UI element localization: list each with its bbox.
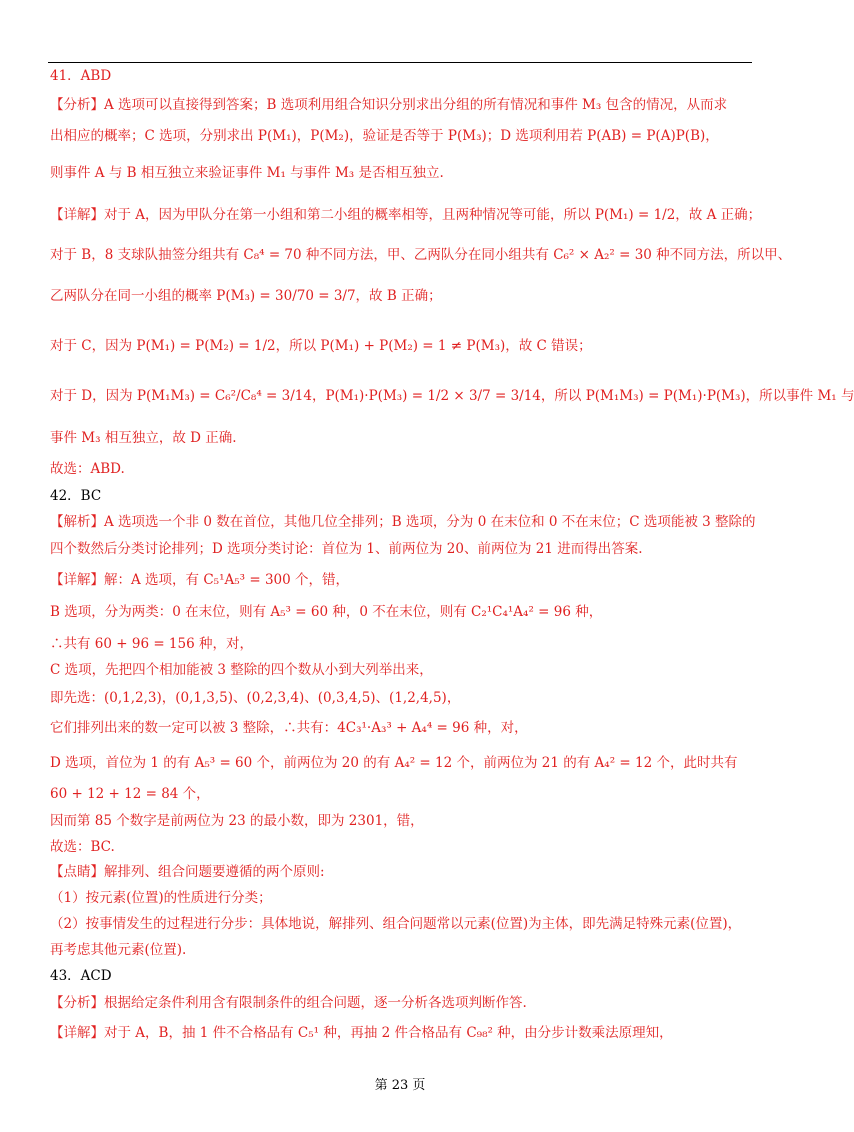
q41-answer: 41．ABD <box>50 68 112 84</box>
q42-analysis-line-1: 【解析】A 选项选一个非 0 数在首位，其他几位全排列；B 选项，分为 0 在末位和 0 不在末位；C 选项能被 3 整除的 <box>50 514 756 530</box>
q41-conclusion: 故选：ABD. <box>50 461 125 477</box>
q42-detail-line-8: 60 + 12 + 12 = 84 个， <box>50 786 210 802</box>
q42-detail-line-2: B 选项，分为两类：0 在末位，则有 A₅³ = 60 种，0 不在末位，则有 C₂¹C₄¹A₄² = 96 种， <box>50 604 603 620</box>
q42-detail-line-9: 因而第 85 个数字是前两位为 23 的最小数，即为 2301，错， <box>50 813 424 829</box>
q41-detail-line-2: 对于 B，8 支球队抽签分组共有 C₈⁴ = 70 种不同方法，甲、乙两队分在同小组共有 C₆² × A₂² = 30 种不同方法，所以甲、 <box>50 247 792 263</box>
q42-note-rule-2-cont: 再考虑其他元素(位置). <box>50 942 187 958</box>
q41-detail-line-1: 【详解】对于 A，因为甲队分在第一小组和第二小组的概率相等，且两种情况等可能，所以 P(M₁) = 1/2，故 A 正确； <box>50 207 762 223</box>
q42-conclusion: 故选：BC. <box>50 839 115 855</box>
q41-analysis-line-1: 【分析】A 选项可以直接得到答案；B 选项利用组合知识分别求出分组的所有情况和事件 M₃ 包含的情况，从而求 <box>50 97 728 113</box>
q41-analysis-line-2: 出相应的概率；C 选项，分别求出 P(M₁)，P(M₂)，验证是否等于 P(M₃)；D 选项利用若 P(AB) = P(A)P(B)， <box>50 128 719 144</box>
q41-detail-line-6: 事件 M₃ 相互独立，故 D 正确. <box>50 430 237 446</box>
q41-detail-line-3: 乙两队分在同一小组的概率 P(M₃) = 30/70 = 3/7，故 B 正确； <box>50 288 442 304</box>
q41-detail-line-4: 对于 C，因为 P(M₁) = P(M₂) = 1/2，所以 P(M₁) + P(M₂) = 1 ≠ P(M₃)，故 C 错误； <box>50 338 592 354</box>
header-rule <box>48 62 752 63</box>
q43-answer: 43．ACD <box>50 968 112 984</box>
q42-detail-line-7: D 选项，首位为 1 的有 A₅³ = 60 个，前两位为 20 的有 A₄² = 12 个，前两位为 21 的有 A₄² = 12 个，此时共有 <box>50 755 738 771</box>
q42-detail-line-4: C 选项，先把四个相加能被 3 整除的四个数从小到大列举出来， <box>50 662 433 678</box>
page-number: 第 23 页 <box>374 1078 426 1093</box>
q42-note-heading: 【点睛】解排列、组合问题要遵循的两个原则: <box>50 864 325 880</box>
q43-detail-line-1: 【详解】对于 A，B，抽 1 件不合格品有 C₅¹ 种，再抽 2 件合格品有 C₉₈² 种，由分步计数乘法原理知， <box>50 1025 673 1041</box>
q43-analysis: 【分析】根据给定条件利用含有限制条件的组合问题，逐一分析各选项判断作答. <box>50 995 527 1011</box>
q42-detail-line-1: 【详解】解：A 选项，有 C₅¹A₅³ = 300 个，错， <box>50 572 350 588</box>
q42-detail-line-6: 它们排列出来的数一定可以被 3 整除，∴共有：4C₃¹·A₃³ + A₄⁴ = 96 种，对， <box>50 720 528 736</box>
q42-note-rule-2: （2）按事情发生的过程进行分步：具体地说，解排列、组合问题常以元素(位置)为主体，即先满足特殊元素(位置)， <box>50 916 742 932</box>
q42-analysis-line-2: 四个数然后分类讨论排列；D 选项分类讨论：首位为 1、前两位为 20、前两位为 21 进而得出答案. <box>50 541 643 557</box>
q41-detail-line-5: 对于 D，因为 P(M₁M₃) = C₆²/C₈⁴ = 3/14，P(M₁)·P(M₃) = 1/2 × 3/7 = 3/14，所以 P(M₁M₃) = P(M₁)·P(M₃)，所以事件 M₁ 与 <box>50 388 854 404</box>
q42-detail-line-3: ∴共有 60 + 96 = 156 种，对， <box>50 636 253 652</box>
q41-analysis-line-3: 则事件 A 与 B 相互独立来验证事件 M₁ 与事件 M₃ 是否相互独立. <box>50 165 444 181</box>
q42-note-rule-1: （1）按元素(位置)的性质进行分类； <box>50 890 272 906</box>
q42-answer: 42．BC <box>50 488 102 504</box>
q42-detail-line-5: 即先选：(0,1,2,3)，(0,1,3,5)、(0,2,3,4)、(0,3,4,5)、(1,2,4,5)， <box>50 690 461 706</box>
